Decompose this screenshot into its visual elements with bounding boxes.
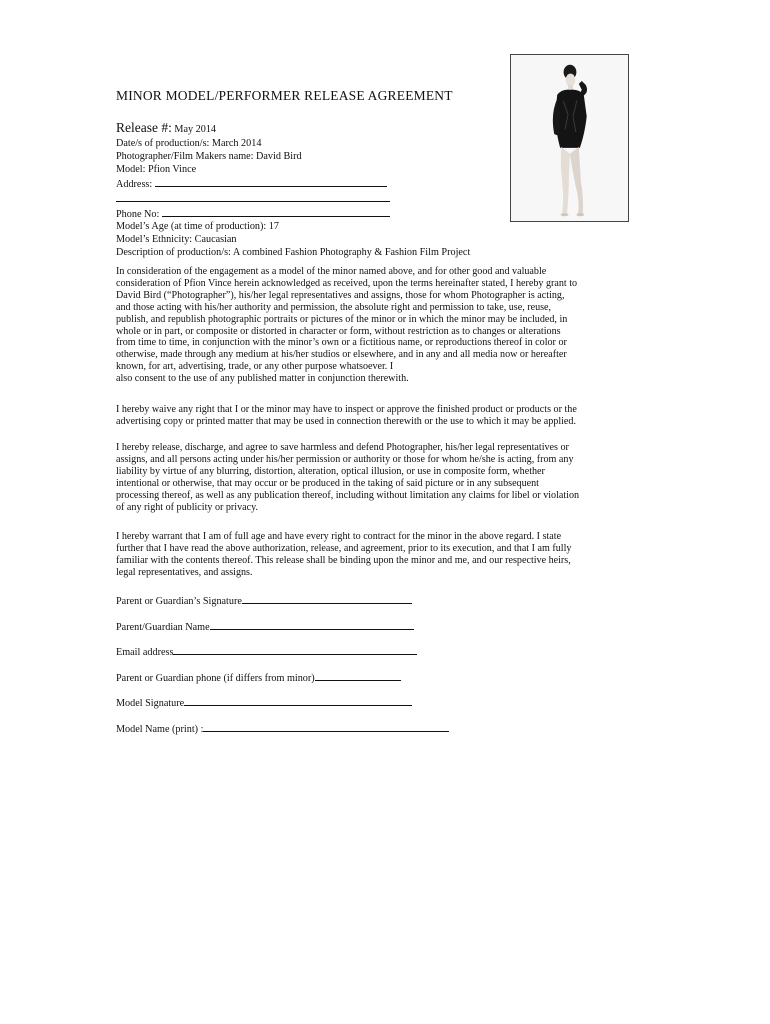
release-number-row [116, 119, 470, 138]
guardian-phone-row [116, 671, 449, 697]
consideration-paragraph [116, 266, 636, 385]
paragraph-line: assigns, and all persons acting under his/her permission or authority or those for whom he/she is acting, from any [116, 453, 574, 465]
paragraph-line: I hereby waive any right that I or the minor may have to inspect or approve the finished product or products or the [116, 404, 577, 415]
consideration-lines [116, 266, 636, 385]
model-photo [510, 54, 629, 222]
waiver-paragraph [116, 404, 636, 428]
model-age: Model’s Age (at time of production): 17 [116, 221, 279, 233]
model-name-row [116, 722, 449, 748]
photographer-name: Photographer/Film Makers name: David Bird [116, 150, 302, 162]
production-description: Description of production/s: A combined Fashion Photography & Fashion Film Project [116, 247, 471, 259]
model-signature-row [116, 696, 449, 722]
warrant-lines [116, 531, 636, 579]
guardian-signature-row [116, 594, 449, 620]
paragraph-line: and those acting with his/her authority and permission, the absolute right and permission to take, use, reuse, [116, 301, 552, 313]
paragraph-line: I hereby warrant that I am of full age and have every right to contract for the minor in the above regard. I state [116, 531, 562, 542]
guardian-phone-label: Parent or Guardian phone (if differs from minor) [116, 672, 315, 684]
paragraph-line: otherwise, made through any medium at his/her studios or elsewhere, and in any and all media now or hereafter [116, 349, 567, 361]
guardian-phone-field[interactable] [315, 671, 401, 681]
guardian-name-row [116, 620, 449, 646]
address-label: Address: [116, 178, 153, 190]
paragraph-line: intentional or otherwise, that may occur or be produced in the taking of said picture or in any subsequent [116, 477, 539, 489]
paragraph-line: familiar with the contents thereof. This release shall be binding upon the minor and me, and our respective heirs, [116, 554, 571, 566]
guardian-name-field[interactable] [210, 620, 414, 630]
paragraph-line: of any right of publicity or privacy. [116, 501, 259, 513]
email-row [116, 645, 449, 671]
release-label: Release #: [116, 120, 172, 135]
address-field[interactable] [155, 177, 387, 187]
phone-label: Phone No: [116, 208, 160, 220]
model-signature-label: Model Signature [116, 698, 185, 709]
guardian-signature-field[interactable] [242, 594, 412, 604]
production-details [116, 119, 470, 260]
paragraph-line: known, for art, advertising, trade, or any other purpose whatsoever. I [116, 361, 394, 373]
model-ethnicity: Model’s Ethnicity: Caucasian [116, 234, 237, 246]
phone-row [116, 207, 470, 222]
model-signature-field[interactable] [184, 696, 412, 706]
address-second-line [116, 192, 470, 207]
email-field[interactable] [173, 645, 417, 655]
production-dates: Date/s of production/s: March 2014 [116, 138, 262, 149]
paragraph-line: legal representatives, and assigns. [116, 566, 253, 578]
email-label: Email address [116, 647, 174, 658]
paragraph-line: also consent to the use of any published matter in conjunction therewith. [116, 373, 409, 385]
paragraph-line: David Bird (“Photographer”), his/her legal representatives and assigns, those for whom Photographer is acting, [116, 289, 565, 301]
address-row [116, 177, 470, 192]
paragraph-line: liability by virtue of any blurring, distortion, alteration, optical illusion, or use in composite form, whether [116, 465, 545, 477]
paragraph-line: I hereby release, discharge, and agree to save harmless and defend Photographer, his/her legal representatives or [116, 442, 569, 453]
release-paragraph [116, 442, 636, 513]
waiver-lines [116, 404, 636, 428]
paragraph-line: from time to time, in conjunction with the minor’s own or a fictitious name, or reproductions thereof in color or [116, 337, 567, 349]
model-figure-image [511, 55, 628, 221]
paragraph-line: publish, and republish photographic portraits or pictures of the minor or in which the minor may be included, in [116, 313, 568, 325]
model-name: Model: Pfion Vince [116, 163, 197, 175]
guardian-name-label: Parent/Guardian Name [116, 621, 210, 633]
paragraph-line: In consideration of the engagement as a model of the minor named above, and for other good and valuable [116, 266, 547, 277]
signature-section [116, 594, 449, 747]
paragraph-line: processing thereof, as well as any publication thereof, including without limitation any claims for libel or violation [116, 489, 580, 501]
model-name-print-field[interactable] [203, 722, 449, 732]
paragraph-line: consideration of Pfion Vince herein acknowledged as received, upon the terms hereinafter stated, I hereby grant to [116, 277, 578, 289]
warrant-paragraph [116, 531, 636, 579]
release-value: May 2014 [174, 124, 217, 135]
guardian-signature-label: Parent or Guardian’s Signature [116, 596, 242, 607]
phone-field[interactable] [162, 207, 390, 217]
paragraph-line: advertising copy or printed matter that may be used in connection therewith or the use to which it may be applied. [116, 415, 576, 427]
release-lines [116, 442, 636, 513]
address-field-line-2[interactable] [116, 192, 390, 202]
paragraph-line: whole or in part, or composite or distorted in character or form, without restriction as to changes or alterations [116, 325, 561, 337]
model-name-print-label: Model Name (print) : [116, 723, 204, 735]
document-title: MINOR MODEL/PERFORMER RELEASE AGREEMENT [116, 88, 453, 103]
paragraph-line: further that I have read the above authorization, release, and agreement, prior to its execution, and that I am fully [116, 542, 572, 554]
